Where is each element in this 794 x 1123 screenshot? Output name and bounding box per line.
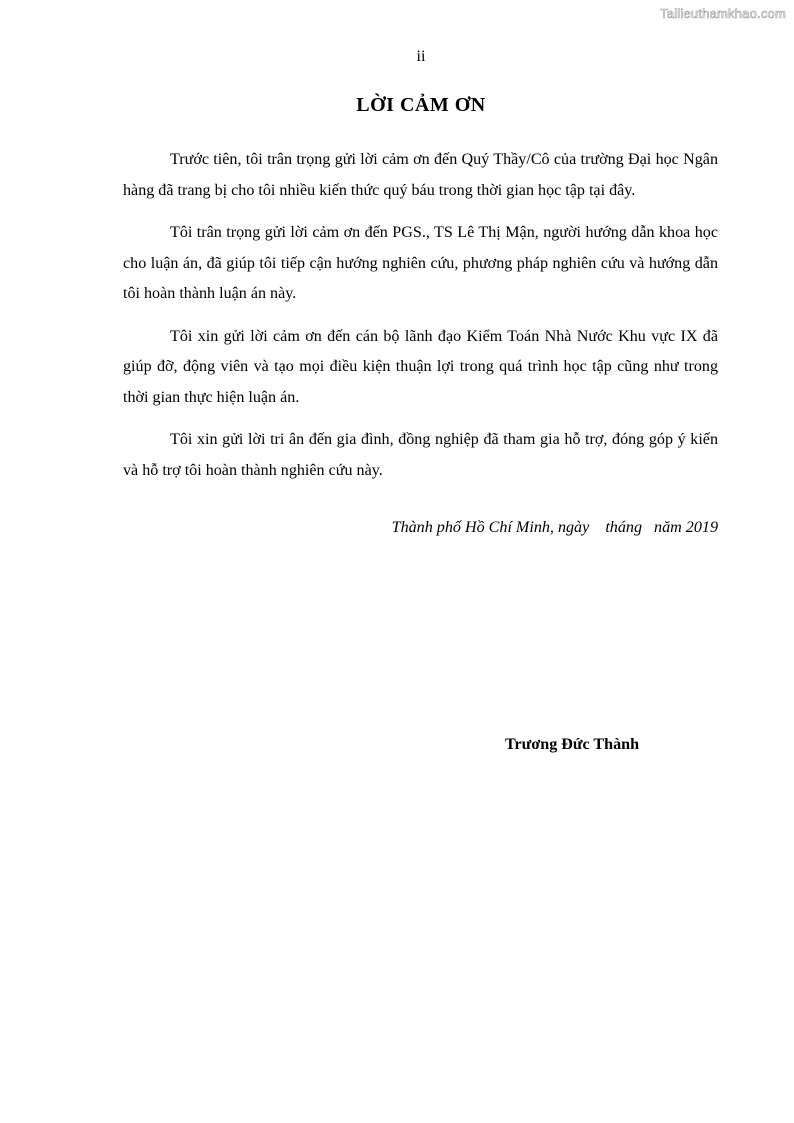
paragraph-3: Tôi xin gửi lời cảm ơn đến cán bộ lãnh đạo Kiểm Toán Nhà Nước Khu vực IX đã giúp đỡ, động viên và tạo mọi điều kiện thuận lợi trong quá trình học tập cũng như trong thời gian thực hiện luận án.: [123, 327, 718, 406]
page-title: LỜI CẢM ƠN: [356, 94, 486, 116]
place-date: Thành phố Hồ Chí Minh, ngày tháng năm 2019: [391, 519, 718, 536]
watermark-text: Tailieuthamkhao.com: [660, 6, 786, 21]
paragraph-2: Tôi trân trọng gửi lời cảm ơn đến PGS., TS Lê Thị Mận, người hướng dẫn khoa học cho luận án, đã giúp tôi tiếp cận hướng nghiên cứu, phương pháp nghiên cứu và hướng dẫn tôi hoàn thành luận án này.: [123, 224, 718, 302]
paragraph-1: Trước tiên, tôi trân trọng gửi lời cảm ơn đến Quý Thầy/Cô của trường Đại học Ngân hàng đã trang bị cho tôi nhiều kiến thức quý báu trong thời gian học tập tại đây.: [123, 151, 718, 199]
acknowledgement-body: [123, 145, 718, 498]
paragraph-4: Tôi xin gửi lời tri ân đến gia đình, đồng nghiệp đã tham gia hỗ trợ, đóng góp ý kiến và hỗ trợ tôi hoàn thành nghiên cứu này.: [123, 431, 718, 479]
page-number: ii: [416, 48, 426, 65]
author-signature: Trương Đức Thành: [505, 736, 640, 753]
